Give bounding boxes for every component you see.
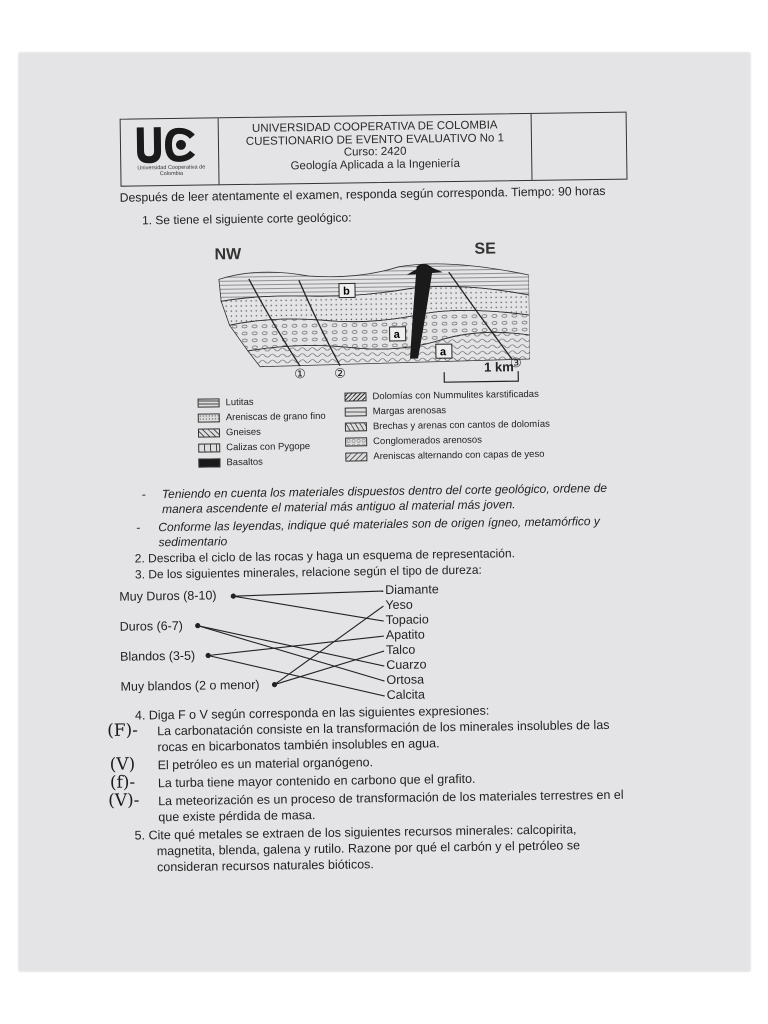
mineral-calcita: Calcita — [386, 687, 425, 703]
legend-item-areniscas: Areniscas de grano fino — [198, 409, 326, 426]
answer-mark-2: (V) — [109, 754, 136, 775]
fault-3-label: ③ — [509, 356, 522, 372]
legend-item-calizas: Calizas con Pygope — [198, 439, 326, 456]
answer-mark-3: (f)- — [109, 772, 136, 793]
answer-mark-1: (F)- — [107, 720, 139, 741]
legend-item-conglomerados: Conglomerados arenosos — [345, 432, 550, 450]
q1-bullet-2-line1: Conforme las leyendas, indique qué materiales son de origen ígneo, metamórfico y — [158, 514, 600, 535]
q4-item-1-line2: rocas en bicarbonatos también insolubles en agua. — [157, 736, 440, 755]
question-2-text: 2. Describa el ciclo de las rocas y haga un esquema de representación. — [134, 546, 516, 566]
legend-item-dolomias: Dolomías con Nummulites karstificadas — [344, 387, 549, 405]
legend-item-gneises: Gneises — [198, 424, 326, 441]
fault-1-label: ① — [294, 367, 306, 383]
scale-label: 1 km — [484, 359, 514, 375]
legend-item-margas: Margas arenosas — [345, 402, 550, 420]
bullet-dash-1: - — [141, 487, 146, 502]
q5-line3: consideran recursos naturales bióticos. — [156, 857, 374, 875]
instructions: Después de leer atentamente el examen, responda según corresponda. Tiempo: 90 horas — [119, 183, 606, 205]
q4-item-3-line1: La turba tiene mayor contenido en carbono que el grafito. — [157, 771, 476, 791]
legend-item-brechas: Brechas y arenas con cantos de dolomías — [345, 417, 550, 435]
question-3-text: 3. De los siguientes minerales, relacione según el tipo de dureza: — [134, 562, 482, 582]
mineral-diamante: Diamante — [385, 582, 439, 598]
question-1-text: 1. Se tiene el siguiente corte geológico: — [141, 210, 352, 228]
exam-content — [19, 53, 750, 971]
box-b-label: b — [342, 285, 350, 298]
se-label: SE — [474, 240, 496, 258]
hardness-hard: Duros (6-7) — [119, 618, 184, 634]
q1-bullet-2-line2: sedimentario — [158, 534, 228, 550]
legend-item-yeso: Areniscas alternando con capas de yeso — [345, 447, 550, 465]
box-a2-label: a — [439, 346, 447, 359]
hardness-very-hard: Muy Duros (8-10) — [119, 588, 217, 604]
hardness-soft: Blandos (3-5) — [120, 648, 196, 664]
q1-bullet-1-line1: Teniendo en cuenta los materiales dispuestos dentro del corte geológico, ordene de — [161, 480, 608, 502]
mineral-talco: Talco — [385, 642, 416, 658]
header-course: Curso: 2420 — [343, 145, 407, 159]
hardness-very-soft: Muy blandos (2 o menor) — [120, 677, 260, 694]
q5-line1: 5. Cite qué metales se extraen de los siguientes recursos minerales: calcopirita, — [134, 822, 577, 843]
q1-bullet-1-line2: manera ascendente el material más antiguo al material más joven. — [161, 497, 516, 517]
header-questionnaire: CUESTIONARIO DE EVENTO EVALUATIVO No 1 — [245, 131, 505, 148]
header-subject: Geología Aplicada a la Ingeniería — [290, 157, 461, 172]
legend-item-lutitas: Lutitas — [197, 394, 325, 411]
q4-item-4-line2: que existe pérdida de masa. — [158, 808, 316, 825]
mineral-cuarzo: Cuarzo — [386, 657, 427, 673]
q4-item-2-line1: El petróleo es un material organógeno. — [157, 755, 374, 773]
q4-item-4-line1: La meteorización es un proceso de transformación de los materiales terrestres en el — [158, 787, 624, 809]
mineral-topacio: Topacio — [385, 612, 429, 628]
mineral-yeso: Yeso — [385, 597, 413, 613]
legend-item-basaltos: Basaltos — [198, 454, 326, 471]
mineral-apatito: Apatito — [385, 627, 425, 643]
fault-2-label: ② — [334, 366, 346, 382]
mineral-ortosa: Ortosa — [386, 672, 425, 688]
answer-mark-4: (V)- — [107, 790, 140, 811]
q5-line2: magnetita, blenda, galena y rutilo. Razone por qué el carbón y el petróleo se — [156, 838, 581, 859]
header-university: UNIVERSIDAD COOPERATIVA DE COLOMBIA — [251, 119, 498, 135]
logo-caption: Universidad Cooperativa de Colombia — [137, 164, 206, 178]
q4-item-1-line1: La carbonatación consiste en la transformación de los minerales insolubles de las — [157, 717, 610, 739]
box-a1-label: a — [393, 328, 400, 341]
nw-label: NW — [214, 246, 242, 264]
question-4-text: 4. Diga F o V según corresponda en las siguientes expresiones: — [134, 703, 490, 723]
bullet-dash-2: - — [136, 520, 141, 535]
exam-sheet — [19, 53, 750, 971]
